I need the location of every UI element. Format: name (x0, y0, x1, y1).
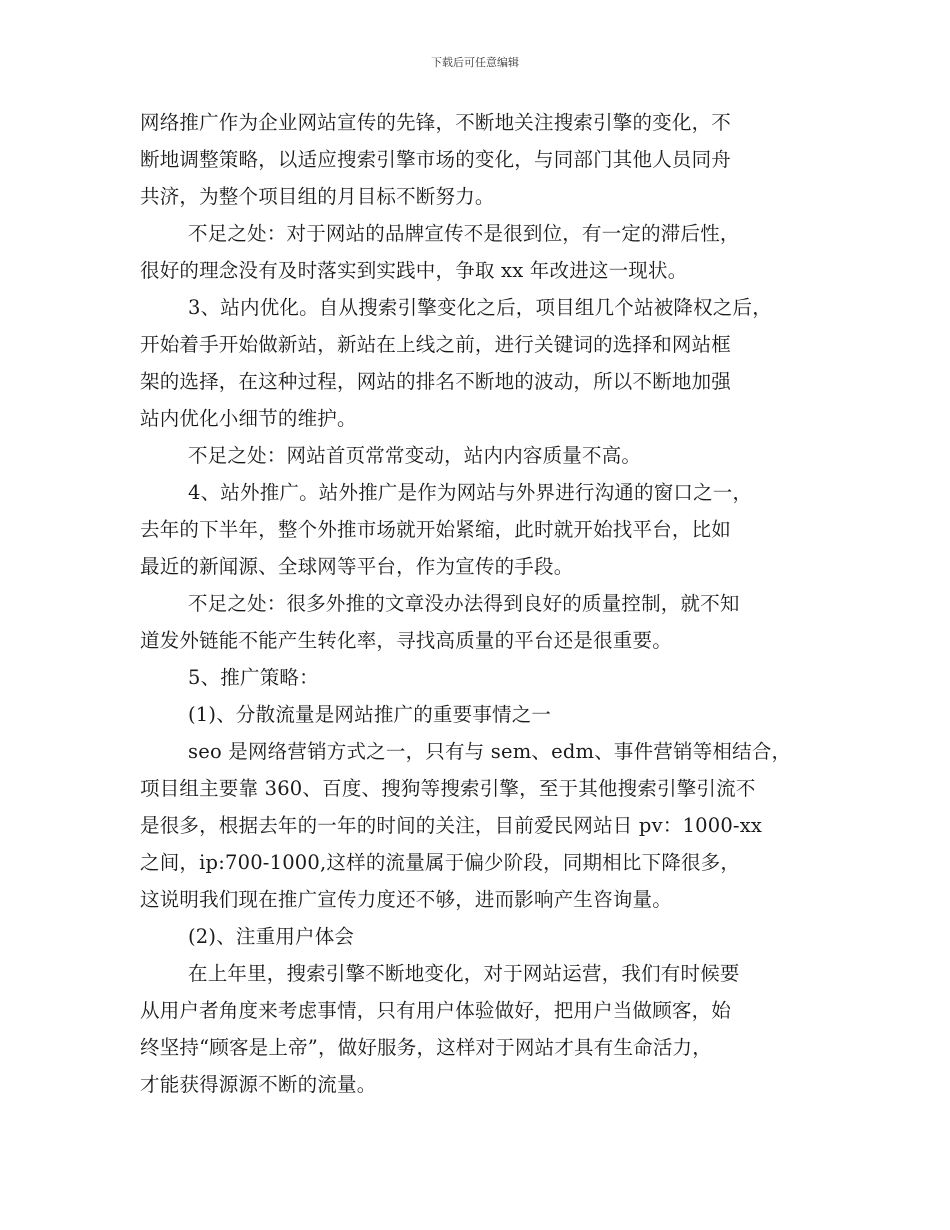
text-line: 架的选择，在这种过程，网站的排名不断地的波动，所以不断地加强 (140, 370, 732, 393)
text-line: 终坚持“顾客是上帝”，做好服务，这样对于网站才具有生命活力， (140, 1036, 712, 1059)
text-line: 项目组主要靠 360、百度、搜狗等搜索引擎，至于其他搜索引擎引流不 (140, 777, 756, 800)
text-line: seo 是网络营销方式之一，只有与 sem、edm、事件营销等相结合， (188, 740, 792, 763)
text-line: 断地调整策略，以适应搜索引擎市场的变化，与同部门其他人员同舟 (140, 148, 732, 171)
text-line: 共济，为整个项目组的月目标不断努力。 (140, 185, 495, 208)
text-line: 是很多，根据去年的一年的时间的关注，目前爱民网站日 pv：1000-xx (140, 814, 763, 837)
text-line: 不足之处：对于网站的品牌宣传不是很到位，有一定的滞后性， (188, 222, 740, 245)
text-line: 站内优化小细节的维护。 (140, 407, 357, 430)
text-line: 不足之处：网站首页常常变动，站内内容质量不高。 (188, 444, 642, 467)
text-line: 网络推广作为企业网站宣传的先锋，不断地关注搜索引擎的变化，不 (140, 111, 732, 134)
text-line: 不足之处：很多外推的文章没办法得到良好的质量控制，就不知 (188, 592, 740, 615)
text-line: 4、站外推广。站外推广是作为网站与外界进行沟通的窗口之一， (188, 481, 753, 504)
document-body (140, 104, 840, 1103)
text-line: (2)、注重用户体会 (188, 925, 355, 948)
text-line: 很好的理念没有及时落实到实践中，争取 xx 年改进这一现状。 (140, 259, 688, 282)
text-line: 从用户者角度来考虑事情，只有用户体验做好，把用户当做顾客，始 (140, 999, 732, 1022)
page-header-note: 下载后可任意编辑 (431, 56, 519, 69)
text-line: 在上年里，搜索引擎不断地变化，对于网站运营，我们有时候要 (188, 962, 740, 985)
text-line: 开始着手开始做新站，新站在上线之前，进行关键词的选择和网站框 (140, 333, 732, 356)
text-line: 3、站内优化。自从搜索引擎变化之后，项目组几个站被降权之后， (188, 296, 772, 319)
text-line: 这说明我们现在推广宣传力度还不够，进而影响产生咨询量。 (140, 888, 672, 911)
text-line: 道发外链能不能产生转化率，寻找高质量的平台还是很重要。 (140, 629, 672, 652)
text-line: (1)、分散流量是网站推广的重要事情之一 (188, 703, 552, 726)
text-line: 最近的新闻源、全球网等平台，作为宣传的手段。 (140, 555, 574, 578)
text-line: 去年的下半年，整个外推市场就开始紧缩，此时就开始找平台，比如 (140, 518, 732, 541)
text-line: 才能获得源源不断的流量。 (140, 1073, 377, 1096)
text-line: 5、推广策略： (188, 666, 319, 689)
text-line: 之间，ip:700-1000,这样的流量属于偏少阶段，同期相比下降很多， (140, 851, 741, 874)
